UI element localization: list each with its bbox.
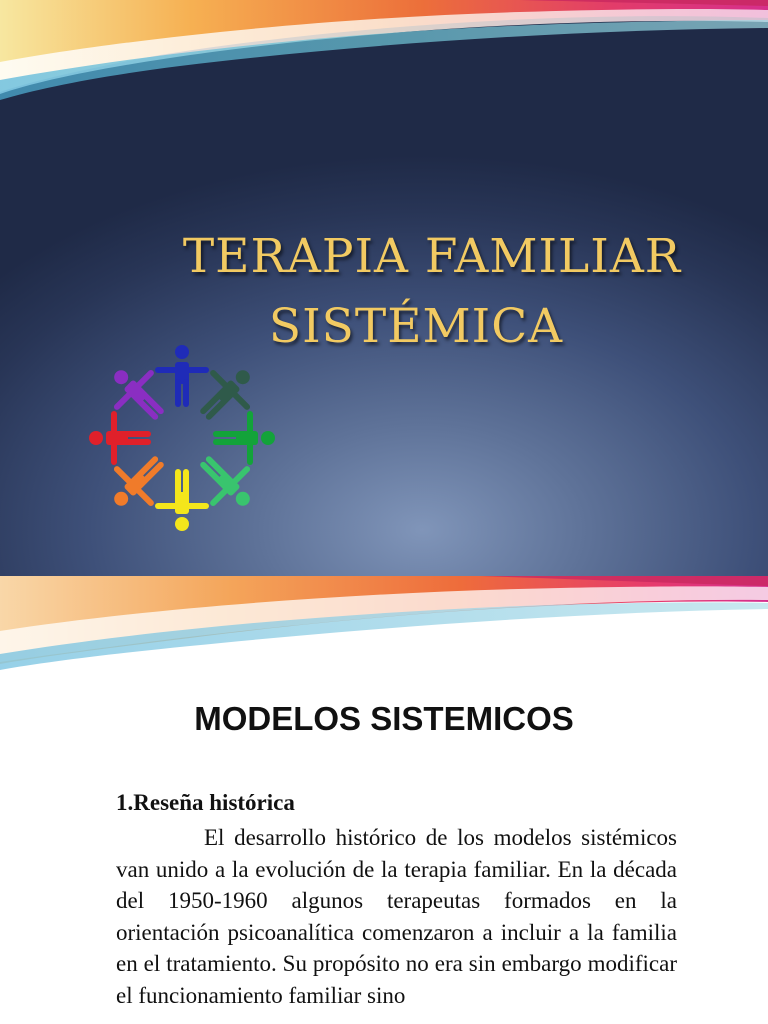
person-figure-icon <box>158 472 206 531</box>
slide2-title: MODELOS SISTEMICOS <box>194 700 574 737</box>
title-line-2: SISTÉMICA <box>268 299 564 354</box>
person-figure-icon <box>216 414 275 462</box>
person-figure-icon <box>189 355 265 431</box>
person-figure-icon <box>158 345 206 404</box>
person-figure-icon <box>99 355 175 431</box>
person-figure-icon <box>99 445 175 521</box>
person-figure-icon <box>189 445 265 521</box>
title-line-1: TERAPIA FAMILIAR <box>182 229 682 284</box>
top-decorative-swoosh <box>0 0 768 110</box>
slide2-decorative-swoosh <box>0 576 768 676</box>
family-circle-logo <box>82 338 282 538</box>
section-heading: 1.Reseña histórica <box>116 790 295 815</box>
body-paragraph: El desarrollo histórico de los modelos sistémicos van unido a la evolución de la terapia familiar. En la década del 1950-1960 algunos terapeutas formados en la orientación psicoanalítica comenzaron a incluir a la familia en el tratamiento. Su propósito no era sin embargo modificar el funcionamiento familiar sino <box>116 825 677 1008</box>
person-figure-icon <box>89 414 148 462</box>
